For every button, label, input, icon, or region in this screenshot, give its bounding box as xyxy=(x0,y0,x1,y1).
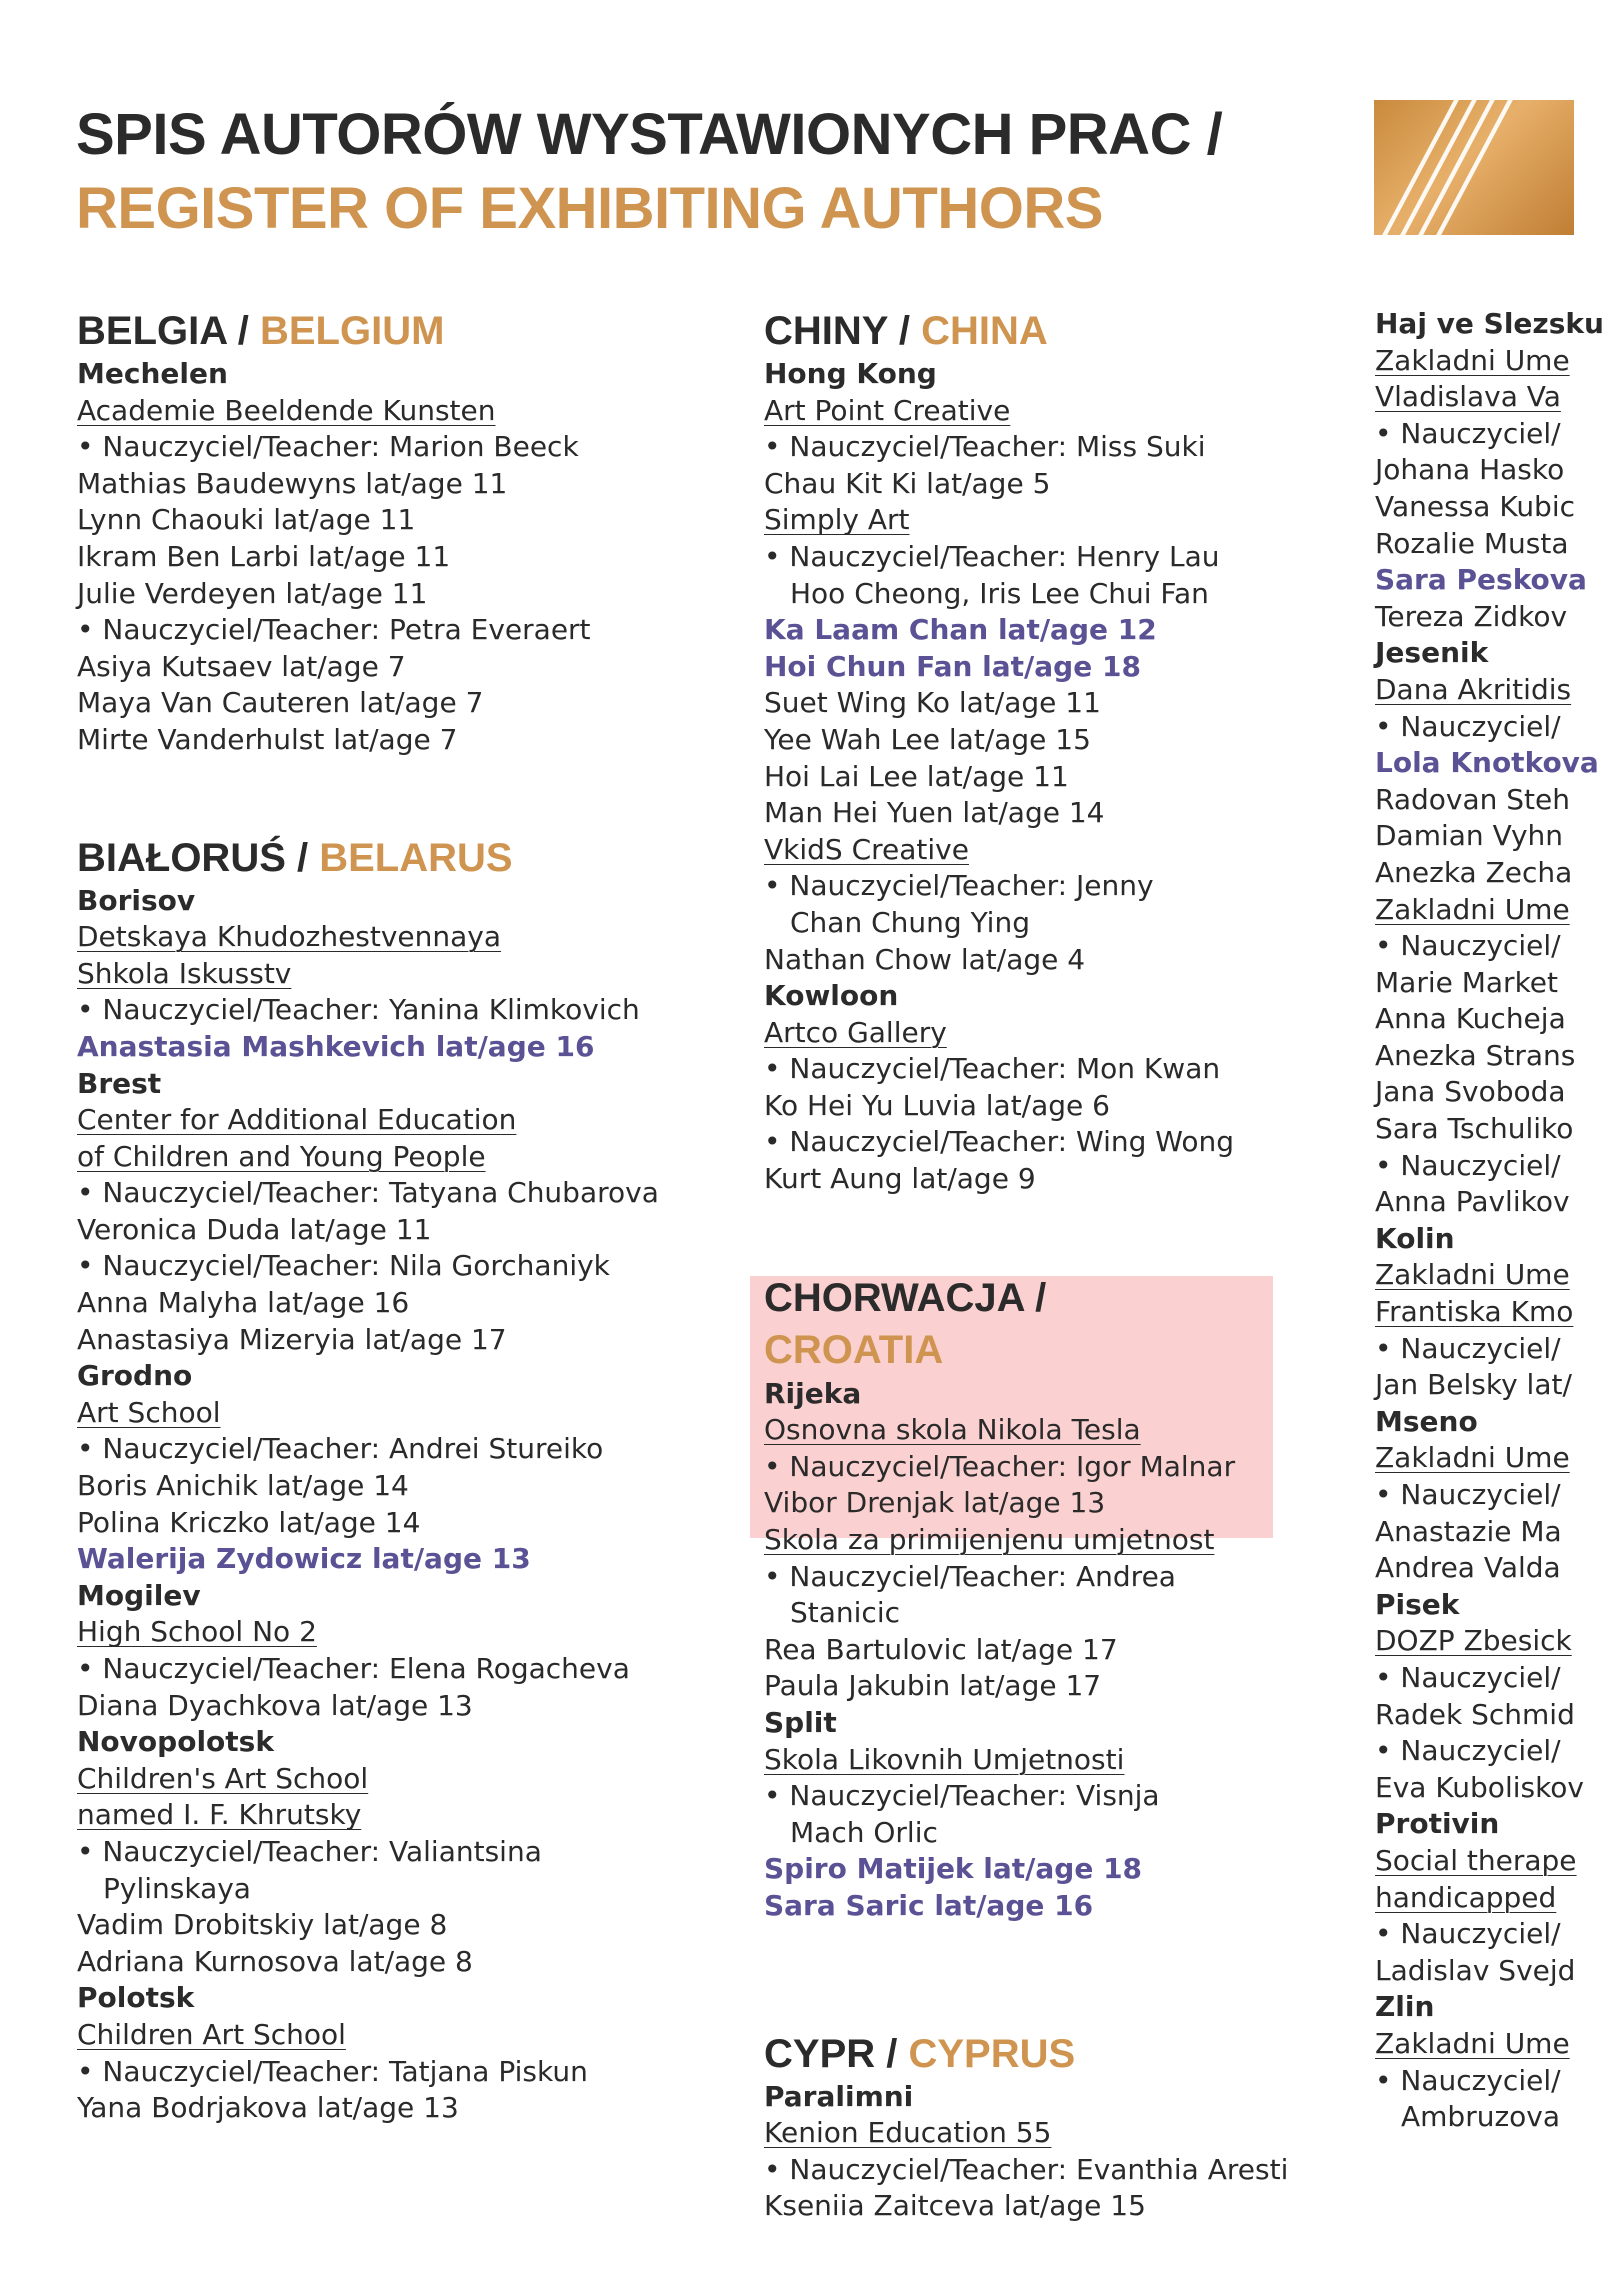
student-entry-highlighted: Sara Saric lat/age 16 xyxy=(764,1888,1094,1922)
teacher-line: • Nauczyciel/Teacher: Jenny xyxy=(764,868,1284,905)
entry-list-china xyxy=(764,356,1284,1198)
entry-list-czech-partial xyxy=(1375,306,1604,2136)
student-entry: Anna Pavlikov xyxy=(1375,1185,1570,1219)
student-entry-highlighted: Lola Knotkova xyxy=(1375,746,1599,780)
decorative-gold-graphic xyxy=(1374,100,1574,235)
country-heading-cyprus xyxy=(764,2029,1284,2079)
school-name: Children Art School xyxy=(77,2017,346,2051)
student-entry: Ikram Ben Larbi lat/age 11 xyxy=(77,539,451,573)
student-entry: Vanessa Kubic xyxy=(1375,489,1576,523)
column-right-partial xyxy=(1375,306,1604,2136)
teacher-line: • Nauczyciel/Teacher: Andrei Stureiko xyxy=(77,1431,697,1468)
student-entry: Maya Van Cauteren lat/age 7 xyxy=(77,686,484,720)
student-entry: Polina Kriczko lat/age 14 xyxy=(77,1505,421,1539)
city-name: Polotsk xyxy=(77,1981,195,2015)
student-entry: Kurt Aung lat/age 9 xyxy=(764,1162,1036,1196)
teacher-line: • Nauczyciel/Teacher: Andrea xyxy=(764,1559,1284,1596)
student-entry: Paula Jakubin lat/age 17 xyxy=(764,1669,1102,1703)
entry-list-croatia xyxy=(764,1376,1284,1925)
student-entry: Lynn Chaouki lat/age 11 xyxy=(77,503,416,537)
city-name: Zlin xyxy=(1375,1990,1435,2024)
country-name-pl: CHORWACJA / xyxy=(764,1275,1047,1320)
teacher-line: • Nauczyciel/ xyxy=(1375,2063,1575,2100)
student-entry: Ladislav Svejd xyxy=(1375,1953,1576,1987)
country-name-pl: CHINY xyxy=(764,309,888,353)
city-name: Mechelen xyxy=(77,357,228,390)
student-entry: Yee Wah Lee lat/age 15 xyxy=(764,722,1091,756)
city-name: Kolin xyxy=(1375,1221,1455,1255)
city-name: Hong Kong xyxy=(764,357,937,390)
school-name: Shkola Iskusstv xyxy=(77,956,292,990)
student-entry-highlighted: Ka Laam Chan lat/age 12 xyxy=(764,613,1157,647)
city-name: Grodno xyxy=(77,1359,193,1393)
student-entry-highlighted: Anastasia Mashkevich lat/age 16 xyxy=(77,1029,595,1063)
teacher-line: • Nauczyciel/ xyxy=(1375,1148,1575,1185)
school-name: Dana Akritidis xyxy=(1375,672,1572,706)
student-entry: Julie Verdeyen lat/age 11 xyxy=(77,576,428,610)
column-left xyxy=(77,306,697,2127)
teacher-line: • Nauczyciel/ xyxy=(1375,1733,1575,1770)
student-entry: Rea Bartulovic lat/age 17 xyxy=(764,1632,1118,1666)
teacher-line: • Nauczyciel/Teacher: Elena Rogacheva xyxy=(77,1651,697,1688)
student-entry: Hoi Lai Lee lat/age 11 xyxy=(764,759,1069,793)
teacher-line: • Nauczyciel/Teacher: Marion Beeck xyxy=(77,429,697,466)
teacher-line-continuation: Pylinskaya xyxy=(103,1871,251,1905)
student-entry: Rozalie Musta xyxy=(1375,526,1569,560)
school-name: named I. F. Khrutsky xyxy=(77,1798,362,1832)
school-name: Zakladni Ume xyxy=(1375,892,1570,926)
student-entry: Marie Market xyxy=(1375,965,1558,999)
column-middle xyxy=(764,306,1289,2225)
student-entry: Anna Malyha lat/age 16 xyxy=(77,1286,410,1320)
city-name: Kowloon xyxy=(764,979,899,1013)
country-name-en: CROATIA xyxy=(764,1327,944,1372)
student-entry: Anastazie Ma xyxy=(1375,1514,1562,1548)
teacher-line: • Nauczyciel/Teacher: Igor Malnar xyxy=(764,1449,1284,1486)
city-name: Brest xyxy=(77,1066,162,1100)
school-name: Kenion Education 55 xyxy=(764,2116,1052,2150)
student-entry: Sara Tschuliko xyxy=(1375,1112,1574,1146)
school-name: Vladislava Va xyxy=(1375,380,1561,414)
school-name: Detskaya Khudozhestvennaya xyxy=(77,920,502,954)
country-name-en: BELARUS xyxy=(319,835,513,880)
student-entry: Damian Vyhn xyxy=(1375,819,1564,853)
student-entry: Radek Schmid xyxy=(1375,1697,1575,1731)
student-entry: Suet Wing Ko lat/age 11 xyxy=(764,686,1101,720)
entry-list-belgium xyxy=(77,356,697,759)
teacher-line: • Nauczyciel/Teacher: Valiantsina xyxy=(77,1834,697,1871)
country-name-en: CYPRUS xyxy=(908,2031,1076,2076)
city-name: Borisov xyxy=(77,883,196,917)
school-name: Artco Gallery xyxy=(764,1015,947,1049)
student-entry: Yana Bodrjakova lat/age 13 xyxy=(77,2091,459,2125)
city-name: Novopolotsk xyxy=(77,1725,274,1759)
city-name: Paralimni xyxy=(764,2079,914,2113)
teacher-line: • Nauczyciel/ xyxy=(1375,709,1575,746)
school-name: Social therape xyxy=(1375,1843,1577,1877)
teacher-line: • Nauczyciel/Teacher: Tatjana Piskun xyxy=(77,2054,697,2091)
city-name: Protivin xyxy=(1375,1807,1500,1841)
student-entry: Jana Svoboda xyxy=(1375,1075,1566,1109)
teacher-line: • Nauczyciel/Teacher: Wing Wong xyxy=(764,1124,1284,1161)
school-name: High School No 2 xyxy=(77,1615,317,1649)
teacher-line: • Nauczyciel/ xyxy=(1375,1331,1575,1368)
student-entry: Man Hei Yuen lat/age 14 xyxy=(764,796,1105,830)
entry-list-belarus xyxy=(77,883,697,2127)
teacher-line: • Nauczyciel/Teacher: Yanina Klimkovich xyxy=(77,992,697,1029)
school-name: Zakladni Ume xyxy=(1375,343,1570,377)
country-separator: / xyxy=(887,309,922,353)
teacher-line: • Nauczyciel/Teacher: Visnja xyxy=(764,1778,1284,1815)
student-entry: Diana Dyachkova lat/age 13 xyxy=(77,1688,473,1722)
student-entry-highlighted: Hoi Chun Fan lat/age 18 xyxy=(764,649,1141,683)
school-name: Frantiska Kmo xyxy=(1375,1295,1574,1329)
school-name: of Children and Young People xyxy=(77,1139,486,1173)
teacher-line: • Nauczyciel/Teacher: Mon Kwan xyxy=(764,1051,1284,1088)
student-entry: Radovan Steh xyxy=(1375,782,1571,816)
student-entry: Mathias Baudewyns lat/age 11 xyxy=(77,466,508,500)
school-name: Art Point Creative xyxy=(764,393,1011,427)
city-name: Rijeka xyxy=(764,1376,862,1410)
teacher-line-continuation: Mach Orlic xyxy=(790,1815,938,1849)
student-entry: Andrea Valda xyxy=(1375,1551,1561,1585)
school-name: Skola za primijenjenu umjetnost xyxy=(764,1523,1215,1557)
country-separator: / xyxy=(285,835,320,880)
student-entry: Johana Hasko xyxy=(1375,453,1565,487)
teacher-line: • Nauczyciel/ xyxy=(1375,1660,1575,1697)
teacher-line: • Nauczyciel/ xyxy=(1375,928,1575,965)
school-name: Zakladni Ume xyxy=(1375,1258,1570,1292)
teacher-line: • Nauczyciel/Teacher: Henry Lau xyxy=(764,539,1284,576)
student-entry: Chau Kit Ki lat/age 5 xyxy=(764,466,1051,500)
student-entry: Tereza Zidkov xyxy=(1375,599,1568,633)
page-title xyxy=(76,98,1222,246)
country-heading-china xyxy=(764,306,1284,356)
student-entry: Veronica Duda lat/age 11 xyxy=(77,1212,432,1246)
city-name: Haj ve Slezsku xyxy=(1375,307,1604,340)
city-name: Mogilev xyxy=(77,1578,201,1612)
page-title-english: REGISTER OF EXHIBITING AUTHORS xyxy=(76,176,1103,241)
country-heading-croatia xyxy=(764,1272,1284,1376)
country-name-en: BELGIUM xyxy=(259,309,445,353)
country-name-pl: BELGIA xyxy=(77,309,227,353)
school-name: Center for Additional Education xyxy=(77,1103,517,1137)
teacher-line: • Nauczyciel/Teacher: Nila Gorchaniyk xyxy=(77,1248,697,1285)
city-name: Pisek xyxy=(1375,1587,1460,1621)
teacher-line: • Nauczyciel/Teacher: Tatyana Chubarova xyxy=(77,1175,697,1212)
teacher-line: • Nauczyciel/Teacher: Petra Everaert xyxy=(77,612,697,649)
entry-list-cyprus xyxy=(764,2079,1289,2225)
student-entry: Adriana Kurnosova lat/age 8 xyxy=(77,1944,473,1978)
country-heading-belgium xyxy=(77,306,697,356)
student-entry: Jan Belsky lat/ xyxy=(1375,1368,1572,1402)
student-entry: Nathan Chow lat/age 4 xyxy=(764,942,1086,976)
student-entry-highlighted: Spiro Matijek lat/age 18 xyxy=(764,1852,1143,1886)
student-entry: Vibor Drenjak lat/age 13 xyxy=(764,1486,1106,1520)
country-heading-belarus xyxy=(77,833,697,883)
teacher-line: • Nauczyciel/Teacher: Evanthia Aresti xyxy=(764,2152,1284,2189)
student-entry-highlighted: Walerija Zydowicz lat/age 13 xyxy=(77,1542,531,1576)
student-entry: Eva Kuboliskov xyxy=(1375,1770,1585,1804)
school-name: Art School xyxy=(77,1395,221,1429)
teacher-line: • Nauczyciel/ xyxy=(1375,1916,1575,1953)
student-entry: Vadim Drobitskiy lat/age 8 xyxy=(77,1908,448,1942)
teacher-line-continuation: Chan Chung Ying xyxy=(790,905,1030,939)
country-separator: / xyxy=(226,309,260,353)
city-name: Split xyxy=(764,1706,837,1739)
country-name-pl: CYPR xyxy=(764,2031,876,2076)
country-name-en: CHINA xyxy=(921,309,1048,353)
student-entry: Boris Anichik lat/age 14 xyxy=(77,1469,409,1503)
school-name: Zakladni Ume xyxy=(1375,2026,1570,2060)
student-entry: Ko Hei Yu Luvia lat/age 6 xyxy=(764,1088,1110,1122)
student-entry: Anezka Zecha xyxy=(1375,855,1573,889)
school-name: VkidS Creative xyxy=(764,832,969,866)
city-name: Jesenik xyxy=(1375,636,1489,670)
teacher-line-continuation: Ambruzova xyxy=(1401,2100,1561,2134)
student-entry: Asiya Kutsaev lat/age 7 xyxy=(77,649,406,683)
teacher-line: • Nauczyciel/Teacher: Miss Suki xyxy=(764,429,1284,466)
page-title-polish: SPIS AUTORÓW WYSTAWIONYCH PRAC / xyxy=(76,102,1223,167)
school-name: DOZP Zbesick xyxy=(1375,1624,1572,1658)
school-name: Simply Art xyxy=(764,503,910,537)
country-name-pl: BIAŁORUŚ xyxy=(77,835,286,880)
student-entry: Mirte Vanderhulst lat/age 7 xyxy=(77,722,458,756)
city-name: Mseno xyxy=(1375,1404,1478,1438)
student-entry: Kseniia Zaitceva lat/age 15 xyxy=(764,2189,1146,2223)
teacher-line-continuation: Hoo Cheong, Iris Lee Chui Fan xyxy=(790,576,1209,610)
school-name: Skola Likovnih Umjetnosti xyxy=(764,1742,1125,1776)
school-name: handicapped xyxy=(1375,1880,1557,1914)
school-name: Academie Beeldende Kunsten xyxy=(77,393,496,427)
school-name: Children's Art School xyxy=(77,1761,369,1795)
teacher-line-continuation: Stanicic xyxy=(790,1596,901,1630)
teacher-line: • Nauczyciel/ xyxy=(1375,416,1575,453)
teacher-line: • Nauczyciel/ xyxy=(1375,1477,1575,1514)
school-name: Osnovna skola Nikola Tesla xyxy=(764,1413,1141,1447)
school-name: Zakladni Ume xyxy=(1375,1441,1570,1475)
student-entry: Anastasiya Mizeryia lat/age 17 xyxy=(77,1322,507,1356)
student-entry: Anezka Strans xyxy=(1375,1038,1576,1072)
student-entry-highlighted: Sara Peskova xyxy=(1375,563,1587,597)
country-separator: / xyxy=(875,2031,909,2076)
student-entry: Anna Kucheja xyxy=(1375,1002,1566,1036)
